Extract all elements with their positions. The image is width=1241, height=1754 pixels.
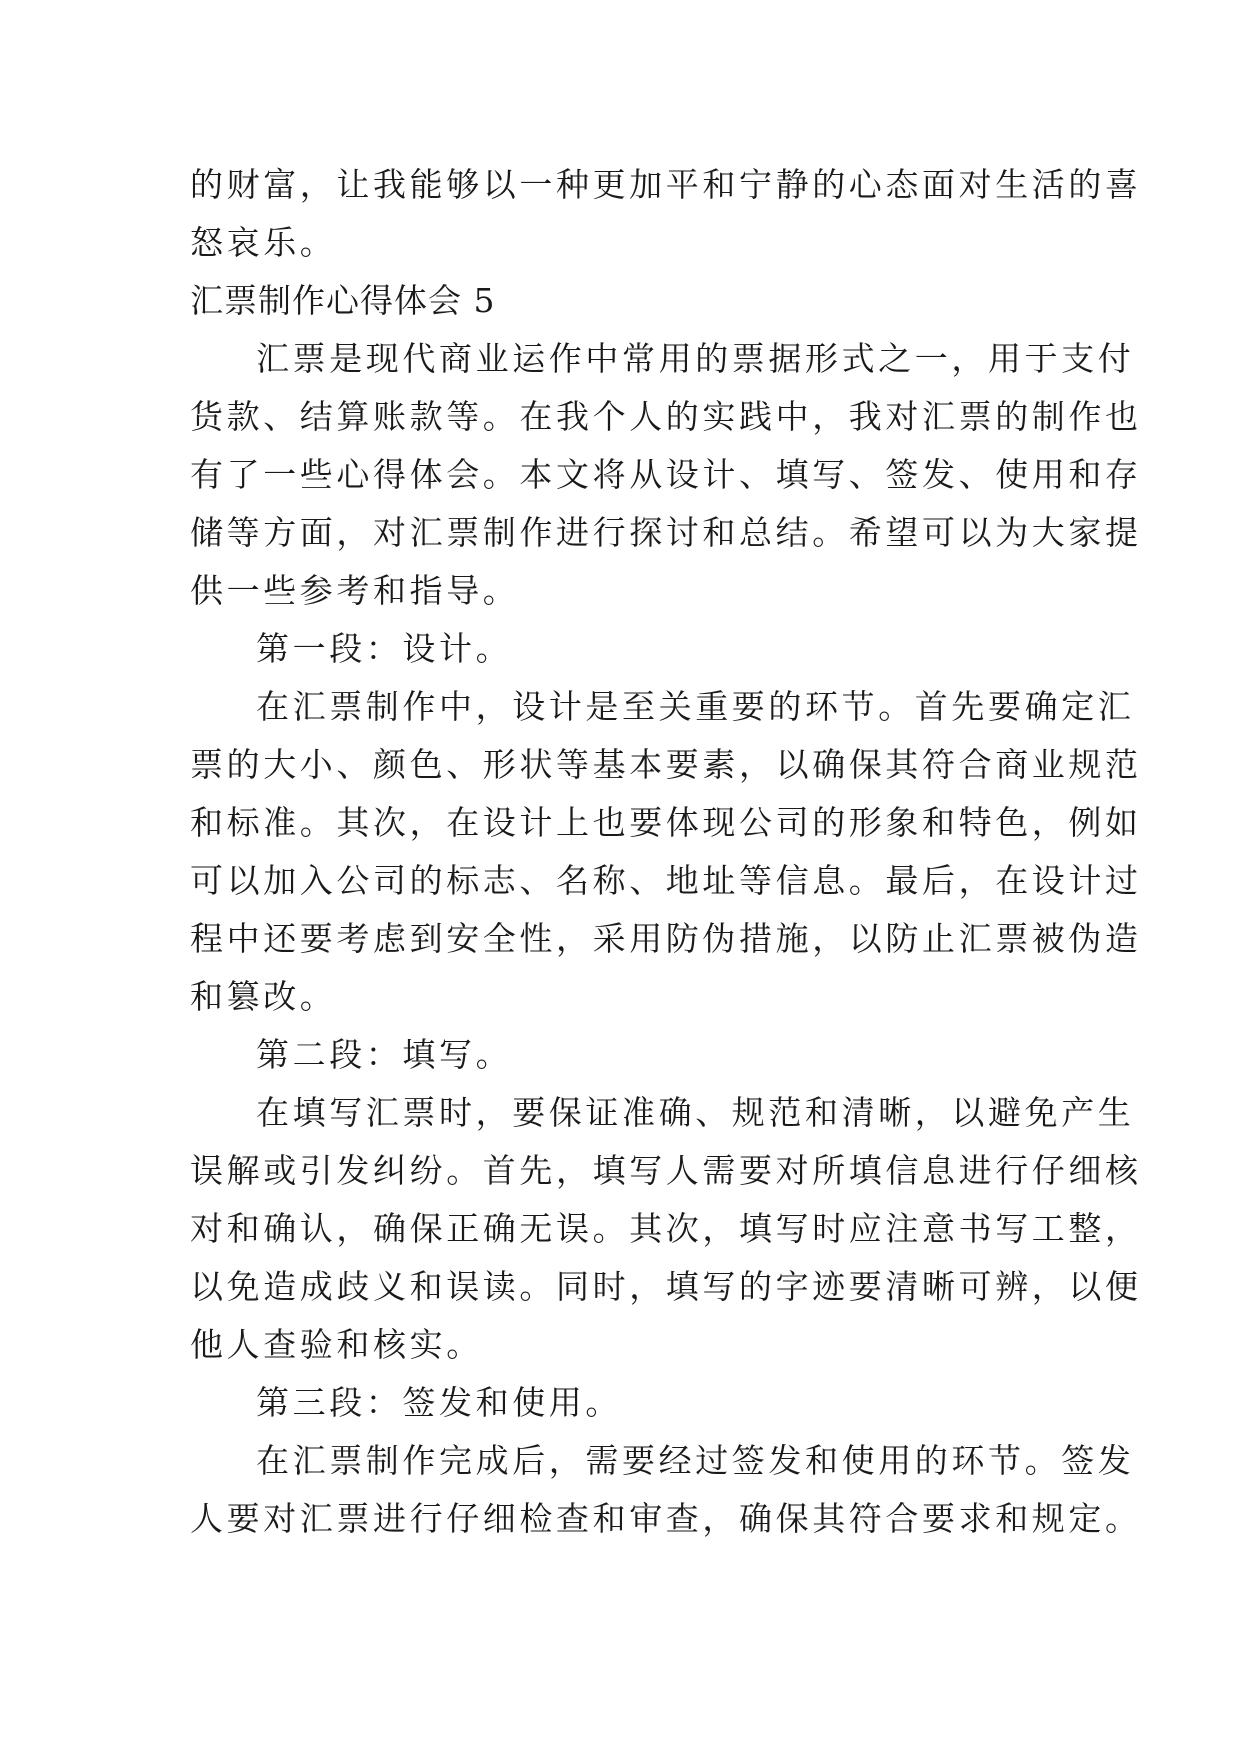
text-line: 怒哀乐。 [190, 223, 337, 262]
text-line: 他人查验和核实。 [190, 1325, 483, 1364]
text-line: 可以加入公司的标志、名称、地址等信息。最后，在设计过 [190, 861, 1142, 900]
paragraph-heading: 第一段：设计。 [256, 629, 513, 668]
text-line: 的财富，让我能够以一种更加平和宁静的心态面对生活的喜 [190, 165, 1142, 204]
text-line: 汇票是现代商业运作中常用的票据形式之一，用于支付 [256, 339, 1135, 378]
text-line: 和篡改。 [190, 977, 337, 1016]
text-line: 票的大小、颜色、形状等基本要素，以确保其符合商业规范 [190, 745, 1142, 784]
paragraph-heading: 第三段：签发和使用。 [256, 1383, 622, 1422]
text-line: 供一些参考和指导。 [190, 571, 520, 610]
paragraph-heading: 第二段：填写。 [256, 1035, 513, 1074]
text-line: 有了一些心得体会。本文将从设计、填写、签发、使用和存 [190, 455, 1142, 494]
text-line: 在汇票制作中，设计是至关重要的环节。首先要确定汇 [256, 687, 1135, 726]
text-line: 人要对汇票进行仔细检查和审查，确保其符合要求和规定。 [190, 1499, 1142, 1538]
text-line: 以免造成歧义和误读。同时，填写的字迹要清晰可辨，以便 [190, 1267, 1142, 1306]
text-line: 程中还要考虑到安全性，采用防伪措施，以防止汇票被伪造 [190, 919, 1142, 958]
section-title: 汇票制作心得体会 5 [190, 281, 496, 320]
text-line: 和标准。其次，在设计上也要体现公司的形象和特色，例如 [190, 803, 1142, 842]
text-line: 在汇票制作完成后，需要经过签发和使用的环节。签发 [256, 1441, 1135, 1480]
text-line: 储等方面，对汇票制作进行探讨和总结。希望可以为大家提 [190, 513, 1142, 552]
text-line: 对和确认，确保正确无误。其次，填写时应注意书写工整， [190, 1209, 1142, 1248]
text-line: 误解或引发纠纷。首先，填写人需要对所填信息进行仔细核 [190, 1151, 1142, 1190]
text-line: 在填写汇票时，要保证准确、规范和清晰，以避免产生 [256, 1093, 1135, 1132]
text-line: 货款、结算账款等。在我个人的实践中，我对汇票的制作也 [190, 397, 1142, 436]
